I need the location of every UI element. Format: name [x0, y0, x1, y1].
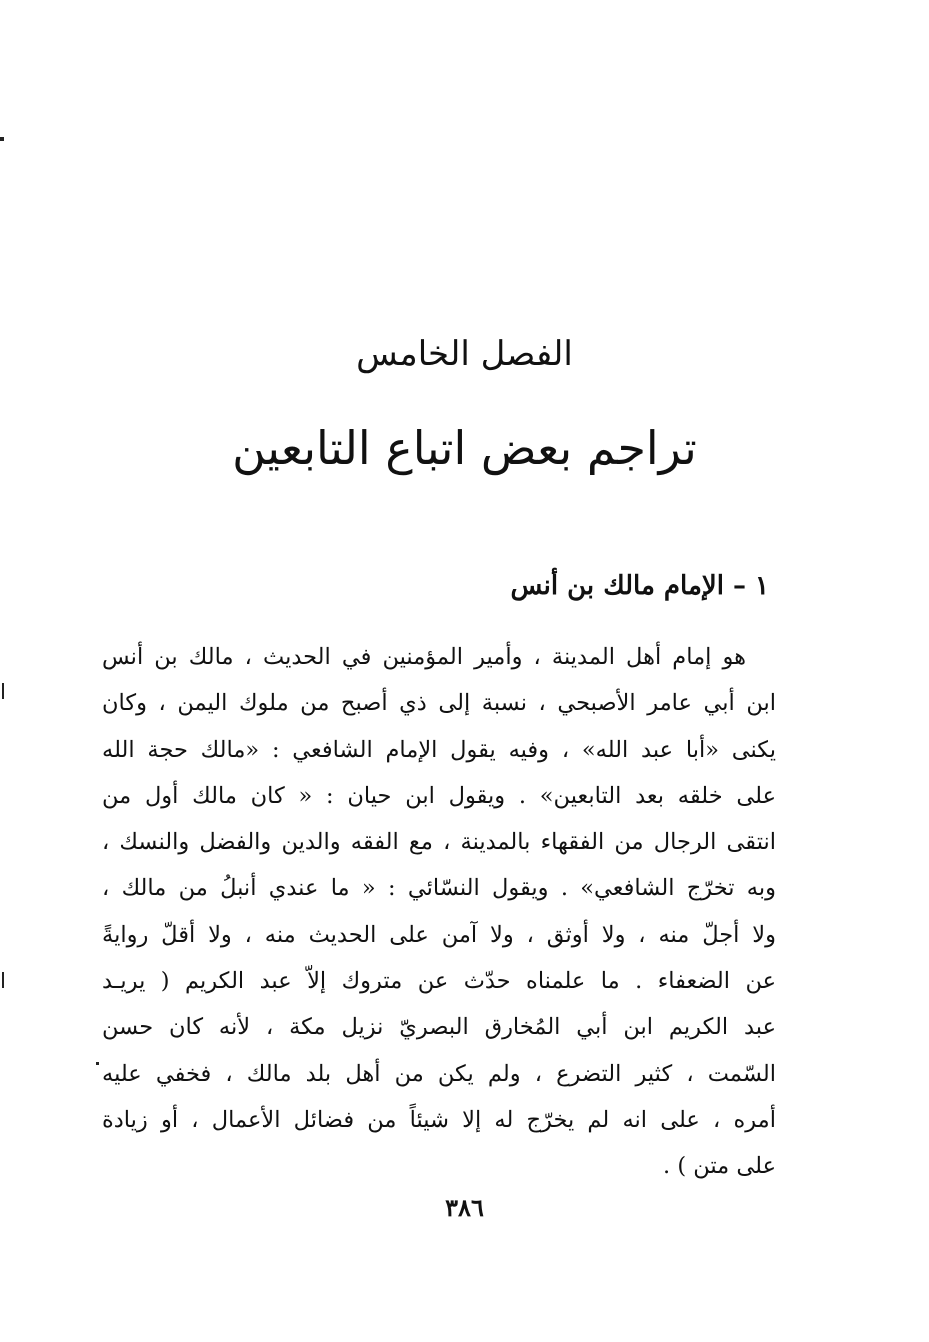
text-line: عبد الكريم ابن أبي المُخارق البصريّ نزيل مكة ، لأنه كان حسن [102, 1014, 776, 1041]
text-line: ابن أبي عامر الأصبحي ، نسبة إلى ذي أصبح من ملوك اليمن ، وكان [102, 690, 776, 717]
chapter-label: الفصل الخامس [356, 334, 573, 374]
text-line: أمره ، على انه لم يخرّج له إلا شيئاً من فضائل الأعمال ، أو زيادة [102, 1106, 776, 1133]
text-line: على متن ) . [663, 1153, 776, 1180]
text-line: هو إمام أهل المدينة ، وأمير المؤمنين في الحديث ، مالك بن أنس [102, 644, 746, 670]
body-paragraph [102, 634, 776, 1190]
text-line: ولا أجلّ منه ، ولا أوثق ، ولا آمن على الحديث منه ، ولا أقلّ روايةً [102, 921, 776, 948]
text-line: انتقى الرجال من الفقهاء بالمدينة ، مع الفقه والدين والفضل والنسك ، [102, 829, 776, 856]
scan-mark [2, 683, 4, 699]
chapter-title: تراجم بعض اتباع التابعين [232, 421, 697, 475]
section-heading: ١ – الإمام مالك بن أنس [510, 571, 769, 601]
scan-mark [96, 1062, 99, 1065]
text-line: يكنى «أبا عبد الله» ، وفيه يقول الإمام الشافعي : «مالك حجة الله [102, 736, 776, 763]
text-line: وبه تخرّج الشافعي» . ويقول النسّائي : « ما عندي أنبلُ من مالك ، [102, 875, 776, 902]
text-line: عن الضعفاء . ما علمناه حدّث عن متروك إلاّ عبد الكريم ( يريـد [102, 968, 776, 995]
text-line: على خلقه بعد التابعين» . ويقول ابن حيان : « كان مالك أول من [102, 782, 776, 809]
scan-mark [2, 972, 4, 988]
scan-mark [0, 137, 4, 141]
page-number: ٣٨٦ [445, 1193, 484, 1222]
text-line: السّمت ، كثير التضرع ، ولم يكن من أهل بلد مالك ، فخفي عليه [102, 1060, 776, 1087]
